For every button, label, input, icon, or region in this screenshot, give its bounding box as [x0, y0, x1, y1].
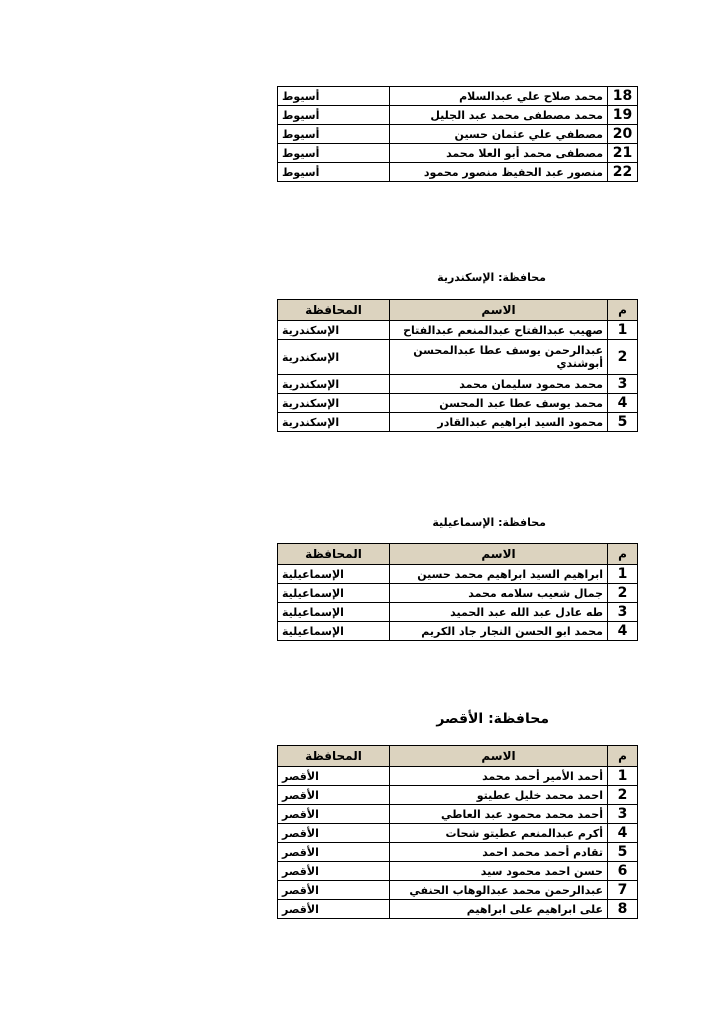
row-name: أحمد محمد محمود عبد العاطي [390, 805, 608, 824]
row-name: صهيب عبدالفتاح عبدالمنعم عبدالفتاح [390, 321, 608, 340]
row-governorate: الإسكندرية [278, 413, 390, 432]
row-governorate: الإسكندرية [278, 321, 390, 340]
row-name: حسن احمد محمود سيد [390, 862, 608, 881]
table-header-row [278, 544, 638, 565]
row-governorate: الإسماعيلية [278, 603, 390, 622]
row-number: 7 [608, 881, 638, 900]
row-number: 2 [608, 584, 638, 603]
row-governorate: الإسكندرية [278, 394, 390, 413]
section-title-alexandria: محافظة: الإسكندرية [437, 271, 546, 284]
table-row [278, 87, 638, 106]
table-row [278, 375, 638, 394]
alexandria-table [277, 299, 638, 432]
table-header-row [278, 746, 638, 767]
table-row [278, 565, 638, 584]
row-governorate: الأقصر [278, 862, 390, 881]
table-row [278, 786, 638, 805]
row-governorate: أسيوط [278, 106, 390, 125]
row-name: محمد محمود سليمان محمد [390, 375, 608, 394]
table-row [278, 394, 638, 413]
row-number: 3 [608, 375, 638, 394]
row-number: 20 [608, 125, 638, 144]
section-title-ismailia: محافظة: الإسماعيلية [432, 516, 546, 529]
row-name: احمد محمد خليل عطيتو [390, 786, 608, 805]
row-name: مصطفى محمد أبو العلا محمد [390, 144, 608, 163]
table-row [278, 622, 638, 641]
row-name: محمد ابو الحسن النجار جاد الكريم [390, 622, 608, 641]
table-row [278, 881, 638, 900]
table-row [278, 163, 638, 182]
row-number: 1 [608, 565, 638, 584]
column-header-number: م [608, 300, 638, 321]
row-name: ابراهيم السيد ابراهيم محمد حسين [390, 565, 608, 584]
row-governorate: الأقصر [278, 805, 390, 824]
column-header-name: الاسم [390, 300, 608, 321]
row-number: 3 [608, 805, 638, 824]
row-governorate: الإسماعيلية [278, 622, 390, 641]
ismailia-table [277, 543, 638, 641]
row-number: 19 [608, 106, 638, 125]
row-governorate: أسيوط [278, 163, 390, 182]
table-row [278, 767, 638, 786]
row-number: 4 [608, 394, 638, 413]
row-number: 2 [608, 340, 638, 375]
table-row [278, 321, 638, 340]
row-governorate: أسيوط [278, 125, 390, 144]
column-header-number: م [608, 544, 638, 565]
section-title-luxor: محافظة: الأقصر [436, 711, 549, 727]
row-number: 1 [608, 767, 638, 786]
row-number: 5 [608, 413, 638, 432]
row-number: 1 [608, 321, 638, 340]
row-number: 4 [608, 622, 638, 641]
table-row [278, 843, 638, 862]
row-name: عبدالرحمن محمد عبدالوهاب الحنفي [390, 881, 608, 900]
row-name: تقادم أحمد محمد احمد [390, 843, 608, 862]
row-number: 2 [608, 786, 638, 805]
row-governorate: الأقصر [278, 767, 390, 786]
column-header-name: الاسم [390, 746, 608, 767]
row-governorate: أسيوط [278, 87, 390, 106]
row-name: على ابراهيم على ابراهيم [390, 900, 608, 919]
luxor-table [277, 745, 638, 919]
row-governorate: الإسكندرية [278, 340, 390, 375]
row-number: 5 [608, 843, 638, 862]
row-number: 6 [608, 862, 638, 881]
table-row [278, 340, 638, 375]
table-row [278, 900, 638, 919]
row-governorate: الأقصر [278, 843, 390, 862]
column-header-governorate: المحافظة [278, 300, 390, 321]
row-governorate: الإسماعيلية [278, 584, 390, 603]
column-header-governorate: المحافظة [278, 746, 390, 767]
row-number: 4 [608, 824, 638, 843]
row-name: محمد صلاح علي عبدالسلام [390, 87, 608, 106]
row-name: طه عادل عبد الله عبد الحميد [390, 603, 608, 622]
row-number: 21 [608, 144, 638, 163]
table-row [278, 413, 638, 432]
row-name: مصطفي علي عثمان حسين [390, 125, 608, 144]
table-header-row [278, 300, 638, 321]
table-row [278, 862, 638, 881]
row-number: 22 [608, 163, 638, 182]
table-row [278, 824, 638, 843]
row-name: أحمد الأمير أحمد محمد [390, 767, 608, 786]
table-row [278, 106, 638, 125]
table-row [278, 805, 638, 824]
table-row [278, 125, 638, 144]
column-header-governorate: المحافظة [278, 544, 390, 565]
row-number: 18 [608, 87, 638, 106]
row-governorate: الإسماعيلية [278, 565, 390, 584]
row-name: منصور عبد الحفيظ منصور محمود [390, 163, 608, 182]
row-name: عبدالرحمن يوسف عطا عبدالمحسن أبوشندي [390, 340, 608, 375]
asyut-table [277, 86, 638, 182]
row-name: محمد مصطفى محمد عبد الجليل [390, 106, 608, 125]
table-row [278, 603, 638, 622]
row-number: 8 [608, 900, 638, 919]
row-number: 3 [608, 603, 638, 622]
table-row [278, 144, 638, 163]
row-name: جمال شعيب سلامه محمد [390, 584, 608, 603]
row-name: محمد يوسف عطا عبد المحسن [390, 394, 608, 413]
row-name: محمود السيد ابراهيم عبدالقادر [390, 413, 608, 432]
row-name: أكرم عبدالمنعم عطيتو شحات [390, 824, 608, 843]
column-header-number: م [608, 746, 638, 767]
row-governorate: الأقصر [278, 824, 390, 843]
row-governorate: الأقصر [278, 900, 390, 919]
table-row [278, 584, 638, 603]
row-governorate: أسيوط [278, 144, 390, 163]
row-governorate: الإسكندرية [278, 375, 390, 394]
row-governorate: الأقصر [278, 786, 390, 805]
column-header-name: الاسم [390, 544, 608, 565]
row-governorate: الأقصر [278, 881, 390, 900]
